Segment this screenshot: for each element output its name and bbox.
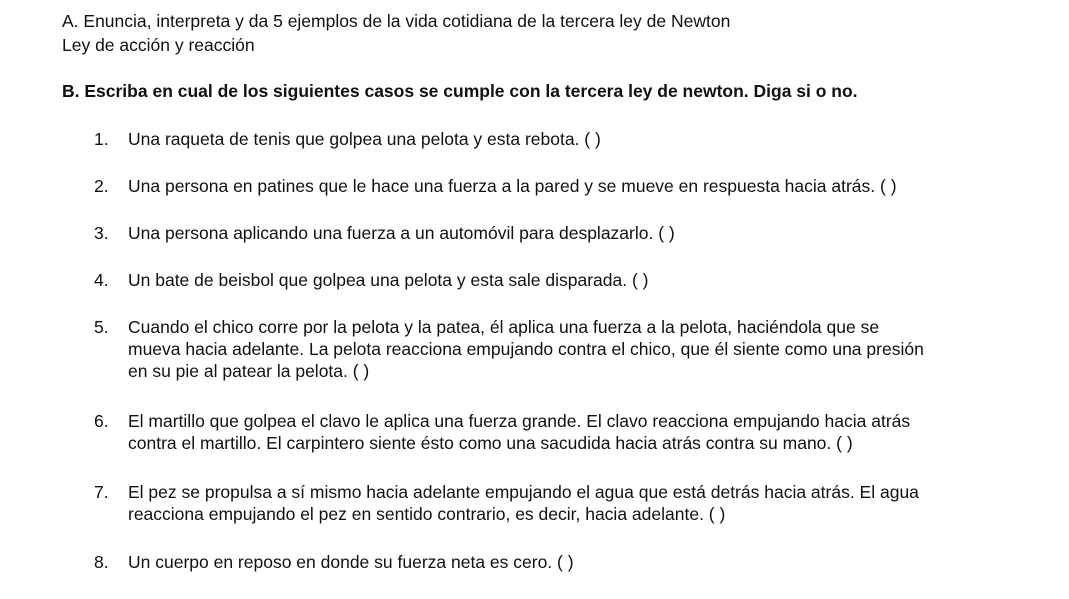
list-item-number: 1.	[94, 129, 109, 149]
section-a-subtitle: Ley de acción y reacción	[62, 35, 255, 55]
list-item-text	[128, 269, 1058, 291]
section-b-title: B. Escriba en cual de los siguientes casos se cumple con la tercera ley de newton. Diga si o no.	[62, 81, 858, 101]
list-item-text	[128, 481, 1058, 525]
list-item-line: Cuando el chico corre por la pelota y la patea, él aplica una fuerza a la pelota, haciéndola que se	[128, 317, 880, 337]
list-item-line: Un bate de beisbol que golpea una pelota y esta sale disparada. ( )	[128, 270, 649, 290]
list-item-text	[128, 316, 1058, 382]
list-item-line: El pez se propulsa a sí mismo hacia adelante empujando el agua que está detrás hacia atrás. El agua	[128, 482, 919, 502]
list-item-number: 8.	[94, 552, 109, 572]
list-item-line: en su pie al patear la pelota. ( )	[128, 361, 370, 381]
list-item-number: 4.	[94, 270, 109, 290]
list-item-text	[128, 410, 1058, 454]
list-item-line: contra el martillo. El carpintero siente ésto como una sacudida hacia atrás contra su mano. ( )	[128, 433, 853, 453]
list-item-text	[128, 551, 1058, 573]
list-item-line: Una persona aplicando una fuerza a un automóvil para desplazarlo. ( )	[128, 223, 675, 243]
list-item-line: Una raqueta de tenis que golpea una pelota y esta rebota. ( )	[128, 129, 601, 149]
section-a-title: A. Enuncia, interpreta y da 5 ejemplos de la vida cotidiana de la tercera ley de Newton	[62, 11, 731, 31]
list-item-text	[128, 128, 1058, 150]
list-item-text	[128, 175, 1058, 197]
list-item-line: El martillo que golpea el clavo le aplica una fuerza grande. El clavo reacciona empujando hacia atrás	[128, 411, 911, 431]
list-item-line: reacciona empujando el pez en sentido contrario, es decir, hacia adelante. ( )	[128, 504, 726, 524]
list-item-number: 7.	[94, 482, 109, 502]
list-item-number: 3.	[94, 223, 109, 243]
list-item-line: mueva hacia adelante. La pelota reacciona empujando contra el chico, que él siente como una presión	[128, 339, 924, 359]
list-item-line: Un cuerpo en reposo en donde su fuerza neta es cero. ( )	[128, 552, 574, 572]
list-item-number: 2.	[94, 176, 109, 196]
list-item-line: Una persona en patines que le hace una fuerza a la pared y se mueve en respuesta hacia atrás. ( )	[128, 176, 897, 196]
list-item-number: 6.	[94, 411, 109, 431]
list-item-text	[128, 222, 1058, 244]
list-item-number: 5.	[94, 317, 109, 337]
